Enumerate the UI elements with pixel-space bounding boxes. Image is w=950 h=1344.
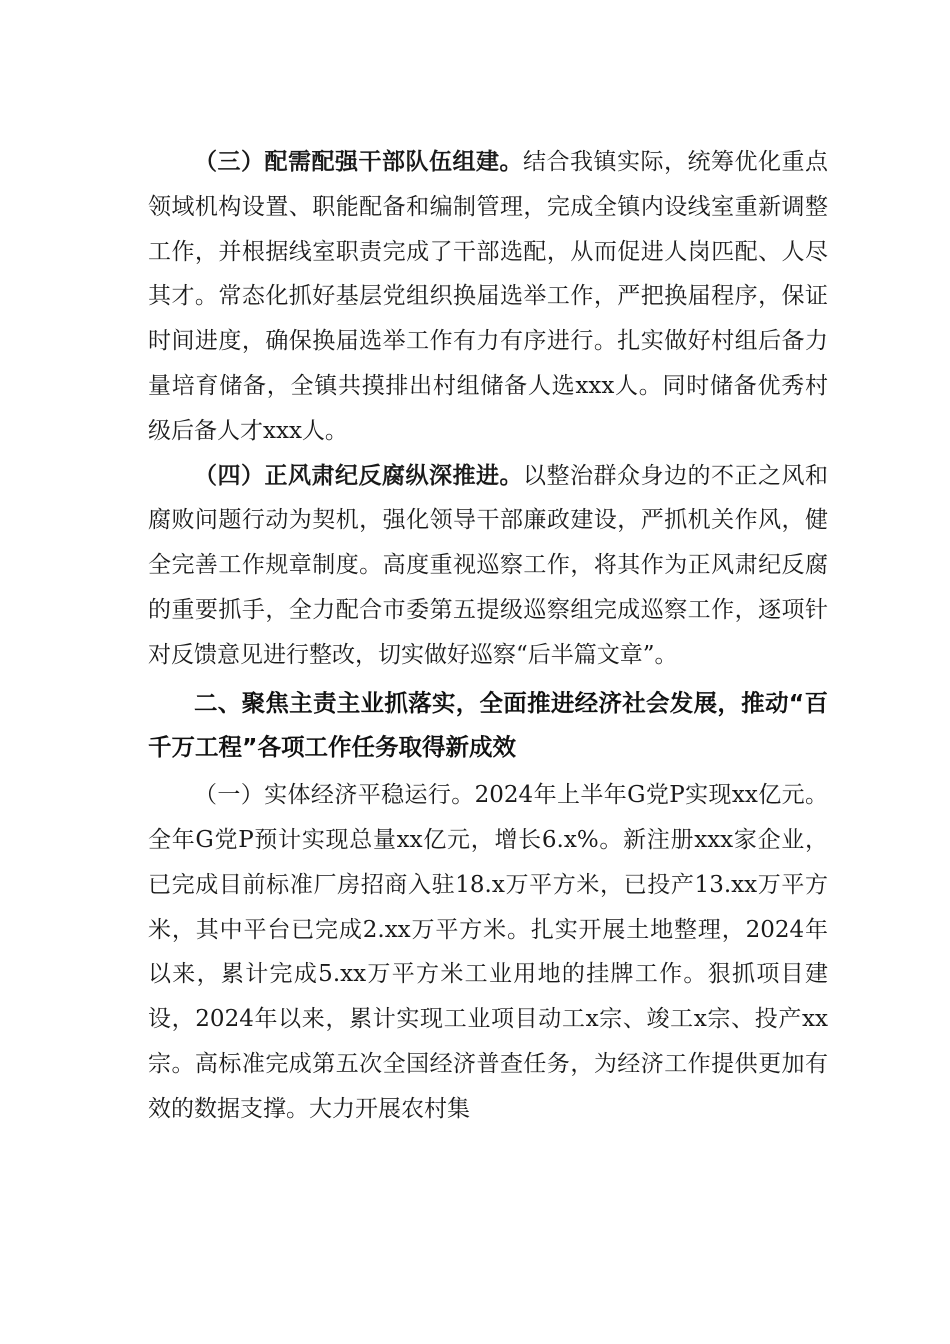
paragraph-body: 以整治群众身边的不正之风和腐败问题行动为契机，强化领导干部廉政建设，严抓机关作风，健全完善工作规章制度。高度重视巡察工作，将其作为正风肃纪反腐的重要抓手，全力配合市委第五提级巡察组完成巡察工作，逐项针对反馈意见进行整改，切实做好巡察“后半篇文章”。 [148, 462, 828, 668]
document-body [148, 140, 828, 1132]
paragraph-anti-corruption [148, 454, 828, 678]
paragraph-cadre-team [148, 140, 828, 454]
paragraph-lead: （一）实体经济平稳运行。 [194, 782, 475, 809]
paragraph-economy [148, 773, 828, 1131]
paragraph-lead: （三）配需配强干部队伍组建。 [194, 148, 523, 175]
section-heading: 二、聚焦主责主业抓落实，全面推进经济社会发展，推动“百千万工程”各项工作任务取得新成效 [148, 688, 828, 762]
paragraph-lead: （四）正风肃纪反腐纵深推进。 [194, 461, 523, 489]
paragraph-body: 2024年上半年G党P实现xx亿元。全年G党P预计实现总量xx亿元，增长6.x%。新注册xxx家企业，已完成目前标准厂房招商入驻18.x万平方米，已投产13.xx万平方米，其中平台已完成2.xx万平方米。扎实开展土地整理，2024年以来，累计完成5.xx万平方米工业用地的挂牌工作。狠抓项目建设，2024年以来，累计实现工业项目动工x宗、竣工x宗、投产xx宗。高标准完成第五次全国经济普查任务，为经济工作提供更加有效的数据支撑。大力开展农村集 [148, 782, 829, 1122]
paragraph-body: 结合我镇实际，统筹优化重点领域机构设置、职能配备和编制管理，完成全镇内设线室重新调整工作，并根据线室职责完成了干部选配，从而促进人岗匹配、人尽其才。常态化抓好基层党组织换届选举工作，严把换届程序，保证时间进度，确保换届选举工作有力有序进行。扎实做好村组后备力量培育储备，全镇共摸排出村组储备人选xxx人。同时储备优秀村级后备人才xxx人。 [148, 149, 828, 444]
